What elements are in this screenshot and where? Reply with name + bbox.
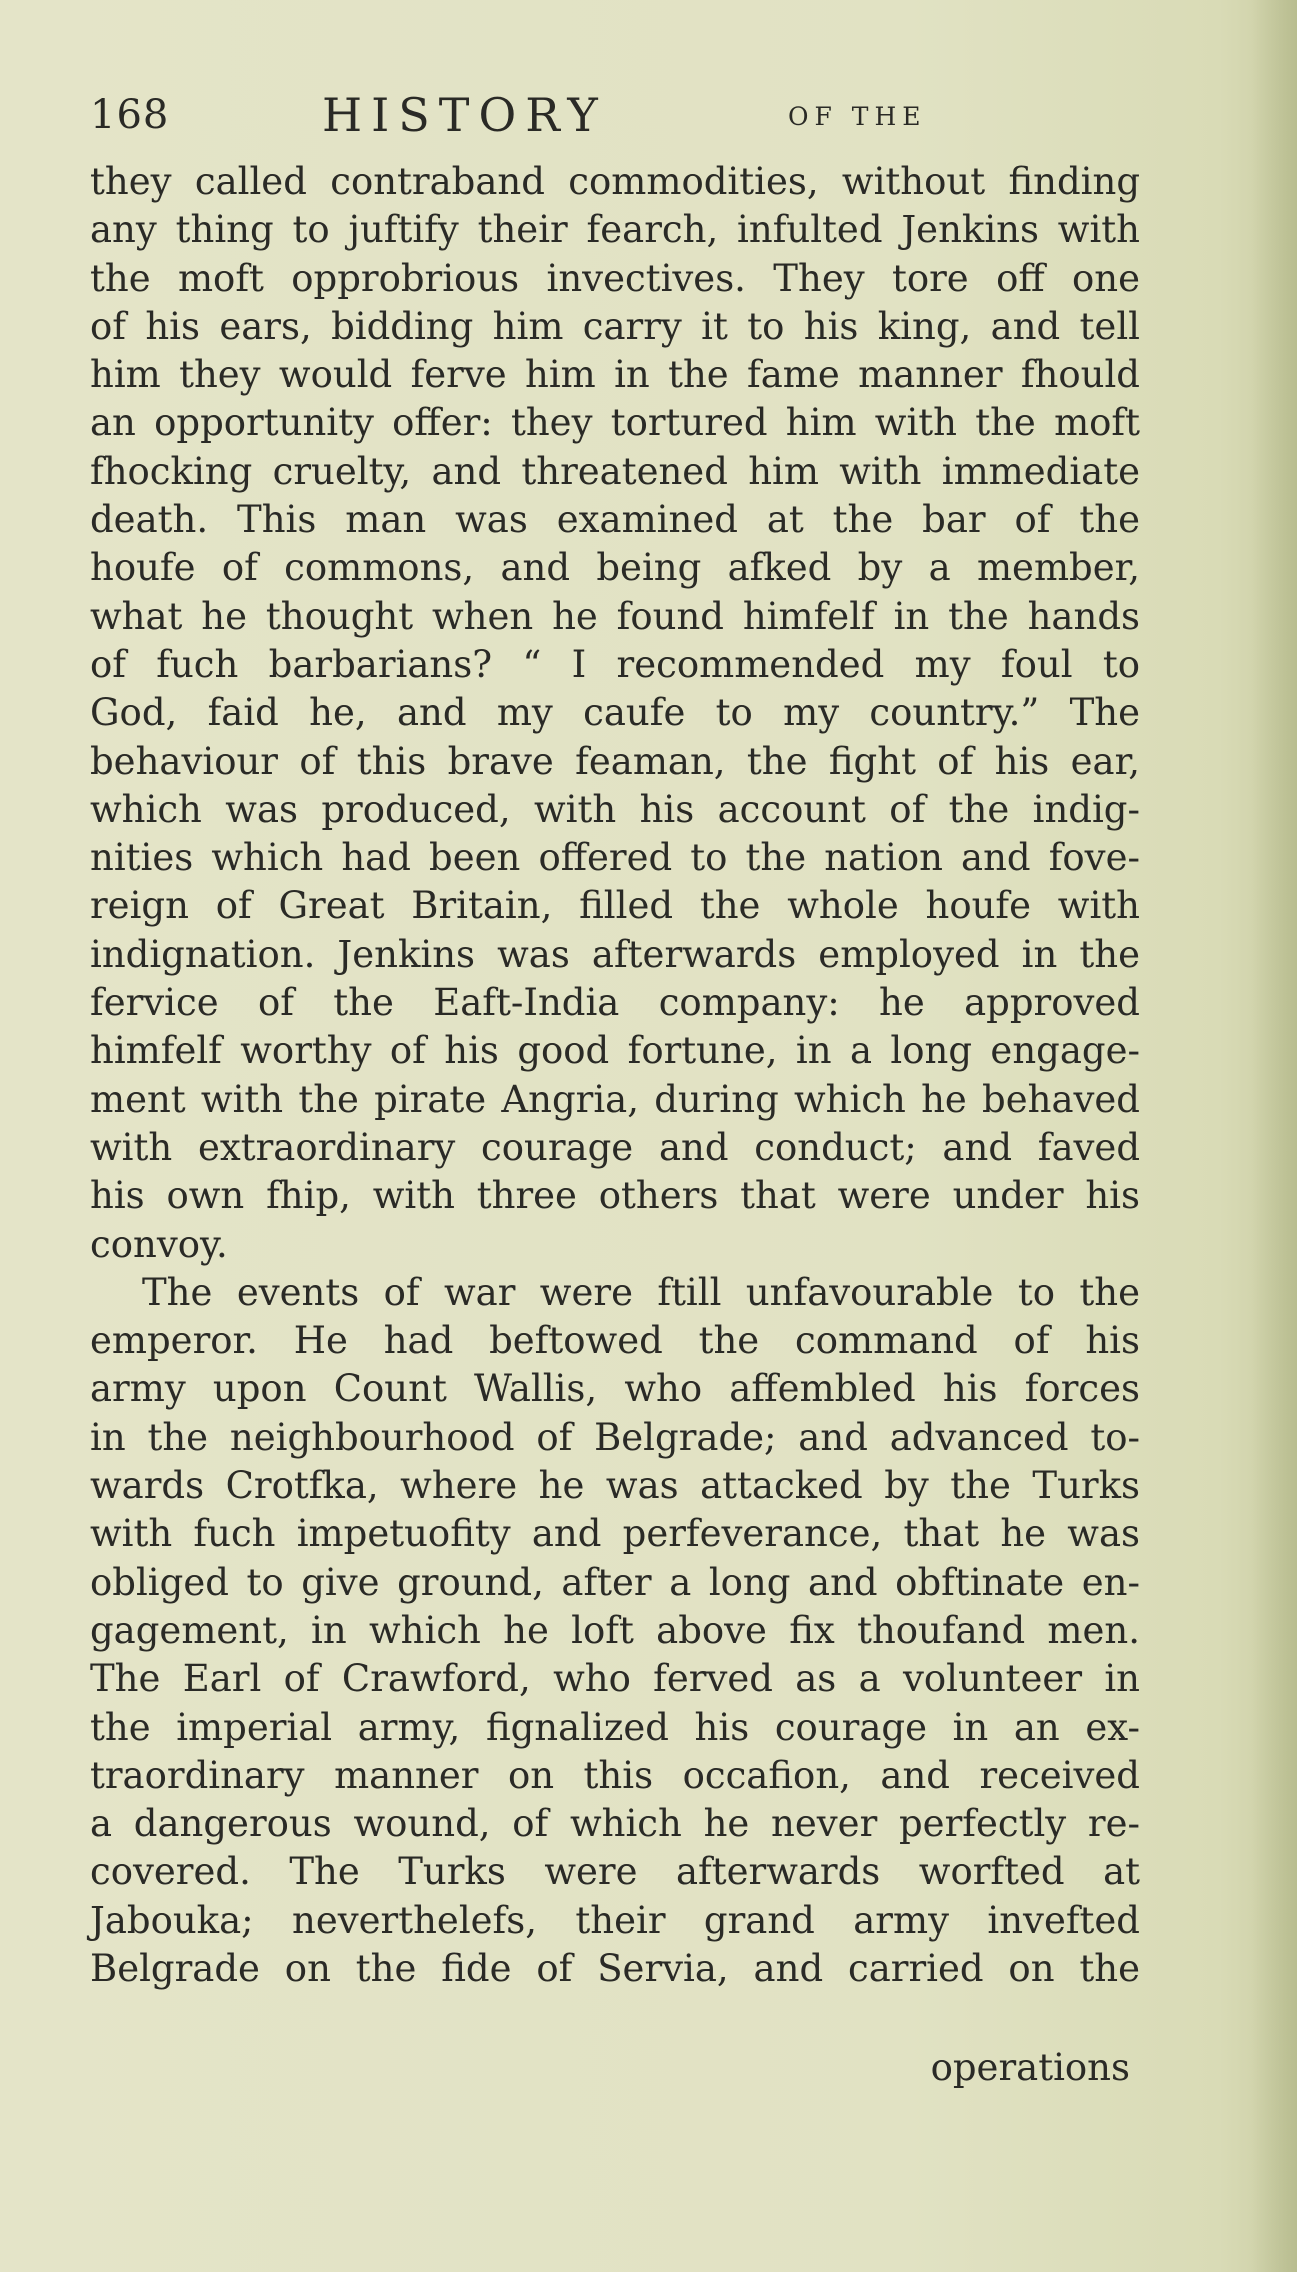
text-line: God, faid he, and my caufe to my country.” The — [90, 691, 1140, 735]
text-line-paragraph-end: convoy. — [90, 1222, 228, 1266]
text-line: the moft opprobrious invectives. They tore off one — [90, 256, 1140, 300]
text-line: with fuch impetuofity and perfeverance, that he was — [90, 1512, 1140, 1556]
text-line: an opportunity offer: they tortured him with the moft — [90, 401, 1140, 445]
text-line: army upon Count Wallis, who affembled his forces — [90, 1367, 1140, 1411]
text-line: obliged to give ground, after a long and obftinate en- — [90, 1560, 1140, 1604]
text-line: death. This man was examined at the bar of the — [90, 498, 1140, 542]
text-line: Jabouka; neverthelefs, their grand army invefted — [90, 1898, 1140, 1942]
text-line: The Earl of Crawford, who ferved as a volunteer in — [90, 1657, 1140, 1701]
text-line: houfe of commons, and being afked by a member, — [90, 546, 1140, 590]
text-line: which was produced, with his account of the indig- — [90, 787, 1140, 831]
text-line: nities which had been offered to the nation and fove- — [90, 836, 1140, 880]
text-line: reign of Great Britain, filled the whole houfe with — [90, 884, 1140, 928]
text-line: fhocking cruelty, and threatened him with immediate — [90, 449, 1140, 493]
text-line-paragraph-start: The events of war were ftill unfavourable to the — [142, 1270, 1140, 1314]
text-line: himfelf worthy of his good fortune, in a long engage- — [90, 1029, 1140, 1073]
text-line: his own fhip, with three others that were under his — [90, 1174, 1140, 1218]
text-line: of fuch barbarians? “ I recommended my foul to — [90, 642, 1140, 686]
text-line: wards Crotfka, where he was attacked by the Turks — [90, 1464, 1140, 1508]
catchword: operations — [930, 2046, 1130, 2089]
text-line: traordinary manner on this occafion, and received — [90, 1753, 1140, 1797]
text-line: indignation. Jenkins was afterwards employed in the — [90, 932, 1140, 976]
text-line: covered. The Turks were afterwards worfted at — [90, 1850, 1140, 1894]
running-head — [90, 88, 1150, 148]
body-text — [90, 158, 1140, 1993]
text-line: emperor. He had beftowed the command of his — [90, 1319, 1140, 1363]
text-line: him they would ferve him in the fame manner fhould — [90, 353, 1140, 397]
running-title-suffix: OF THE — [788, 102, 927, 131]
page-number: 168 — [90, 92, 170, 138]
text-line: ment with the pirate Angria, during which he behaved — [90, 1077, 1140, 1121]
text-line: behaviour of this brave feaman, the fight of his ear, — [90, 739, 1140, 783]
text-line: the imperial army, fignalized his courage in an ex- — [90, 1705, 1140, 1749]
page-edge-shadow — [1251, 0, 1297, 2272]
text-line: fervice of the Eaft-India company: he approved — [90, 981, 1140, 1025]
text-line: a dangerous wound, of which he never perfectly re- — [90, 1802, 1140, 1846]
text-line: of his ears, bidding him carry it to his king, and tell — [90, 304, 1140, 348]
text-line: Belgrade on the fide of Servia, and carried on the — [90, 1946, 1140, 1990]
text-line: any thing to juftify their fearch, infulted Jenkins with — [90, 208, 1140, 252]
text-line: in the neighbourhood of Belgrade; and advanced to- — [90, 1415, 1140, 1459]
running-title: HISTORY — [322, 88, 607, 142]
text-line: what he thought when he found himfelf in the hands — [90, 594, 1140, 638]
text-line: with extraordinary courage and conduct; and faved — [90, 1125, 1140, 1169]
text-line: they called contraband commodities, without finding — [90, 160, 1140, 203]
text-line: gagement, in which he loft above fix thoufand men. — [90, 1608, 1140, 1652]
